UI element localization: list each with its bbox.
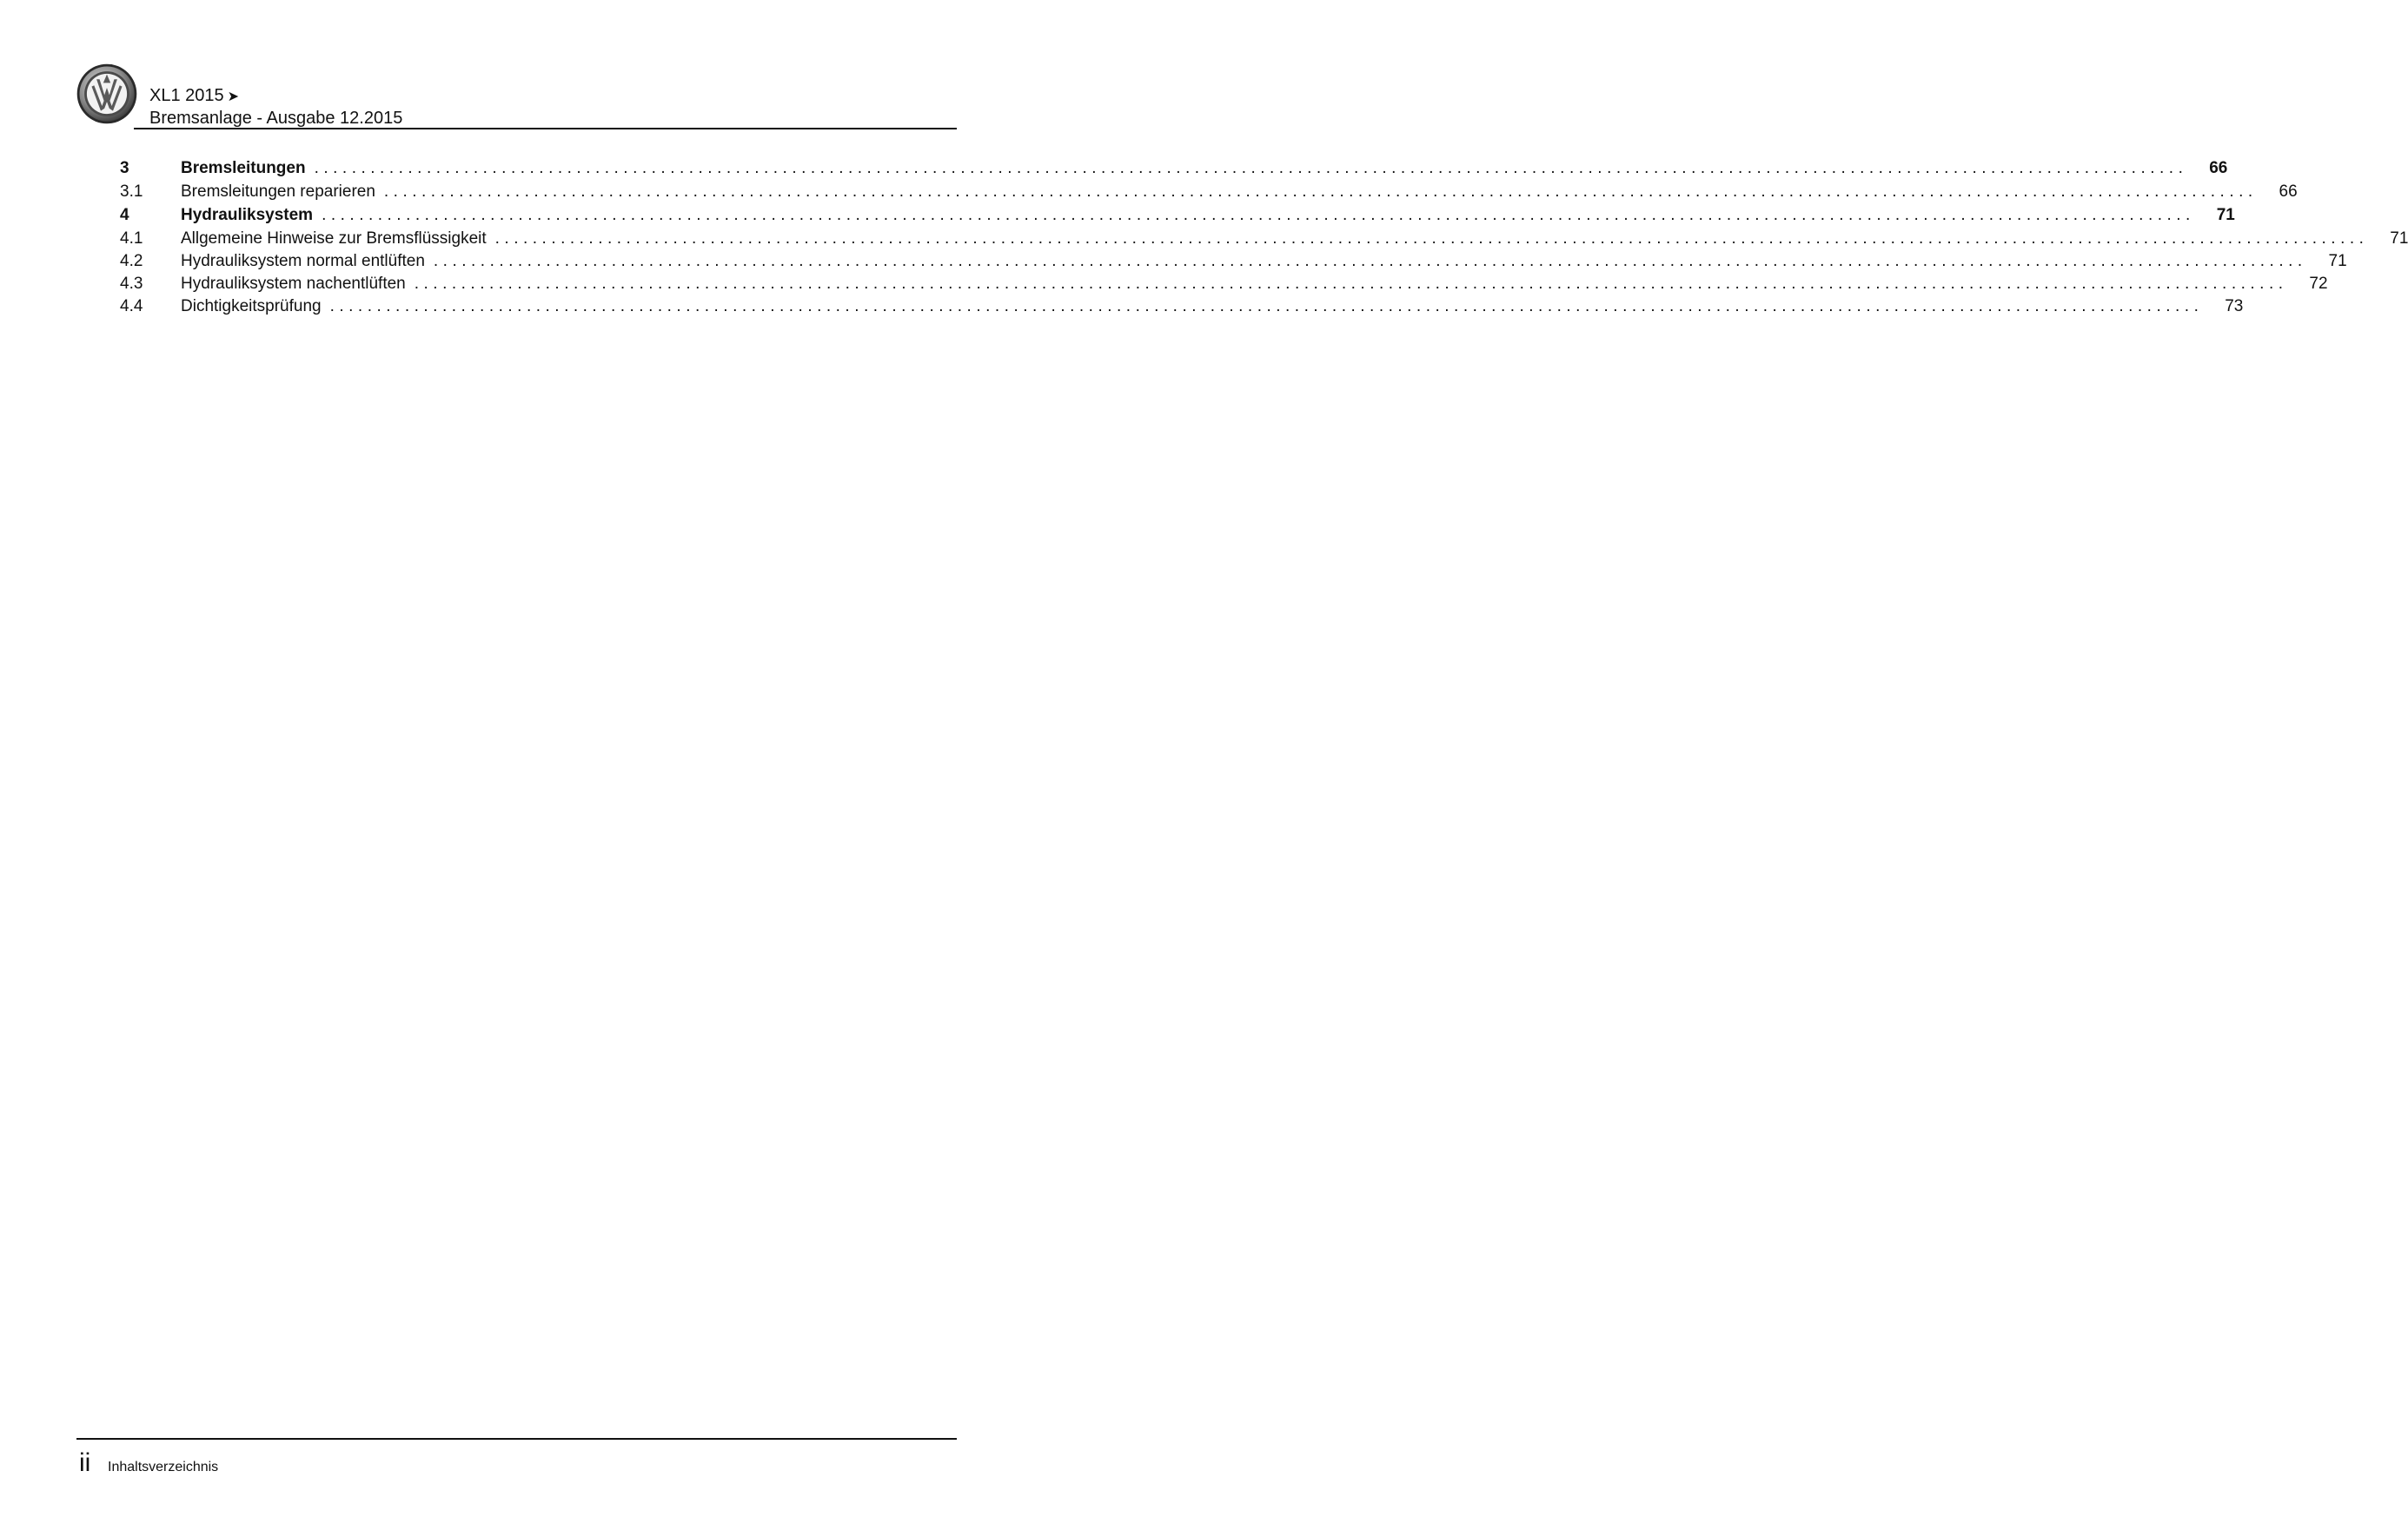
toc-leader-dots: ........................................................................................................................................................................................................ <box>322 206 2195 224</box>
footer-page-number: ii <box>79 1448 91 1477</box>
toc-leader-dots: ........................................................................................................................................................................................................ <box>314 159 2188 177</box>
toc-entry[interactable] <box>120 295 2244 318</box>
toc-entry-page: 66 <box>2209 159 2228 177</box>
vw-logo-icon <box>76 63 137 124</box>
toc-entry-page: 72 <box>2309 275 2328 293</box>
toc-entry-number: 4.4 <box>120 297 143 315</box>
toc-entry-number: 3.1 <box>120 182 143 201</box>
toc-entry-number: 4.2 <box>120 252 143 270</box>
model-title: XL1 2015 <box>149 86 224 105</box>
toc-entry[interactable] <box>120 250 2347 273</box>
table-of-contents <box>120 156 2408 318</box>
toc-entry[interactable] <box>120 273 2328 295</box>
toc-entry-page: 71 <box>2328 252 2347 270</box>
toc-leader-dots: ........................................................................................................................................................................................................ <box>433 252 2307 270</box>
toc-entry-number: 3 <box>120 159 129 177</box>
toc-entry[interactable] <box>120 203 2235 228</box>
model-line <box>149 85 402 108</box>
toc-entry-title: Hydrauliksystem normal entlüften <box>181 252 425 270</box>
toc-entry-title: Hydrauliksystem <box>181 206 314 224</box>
footer-rule <box>76 1438 957 1440</box>
toc-entry[interactable] <box>120 228 2408 250</box>
footer-section-title: Inhaltsverzeichnis <box>108 1460 219 1474</box>
document-header <box>149 85 402 129</box>
toc-entry-title: Bremsleitungen reparieren <box>181 182 375 201</box>
toc-entry-number: 4 <box>120 206 129 224</box>
toc-entry-page: 71 <box>2216 206 2235 224</box>
toc-leader-dots: ........................................................................................................................................................................................................ <box>414 275 2288 293</box>
toc-entry-title: Dichtigkeitsprüfung <box>181 297 322 315</box>
toc-entry-title: Bremsleitungen <box>181 159 306 177</box>
header-rule <box>134 128 957 129</box>
arrow-icon: ➤ <box>227 89 240 104</box>
toc-entry-page: 66 <box>2279 182 2298 201</box>
toc-entry-title: Allgemeine Hinweise zur Bremsflüssigkeit <box>181 229 487 248</box>
toc-leader-dots: ........................................................................................................................................................................................................ <box>494 229 2369 248</box>
toc-leader-dots: ........................................................................................................................................................................................................ <box>383 182 2258 201</box>
toc-entry-page: 71 <box>2390 229 2408 248</box>
toc-entry-title: Hydrauliksystem nachentlüften <box>181 275 406 293</box>
header-subtitle: Bremsanlage - Ausgabe 12.2015 <box>149 109 403 128</box>
toc-leader-dots: ........................................................................................................................................................................................................ <box>329 297 2204 315</box>
toc-entry[interactable] <box>120 156 2228 181</box>
toc-entry-number: 4.3 <box>120 275 143 293</box>
toc-entry-page: 73 <box>2225 297 2244 315</box>
toc-entry-number: 4.1 <box>120 229 143 248</box>
toc-entry[interactable] <box>120 181 2298 203</box>
